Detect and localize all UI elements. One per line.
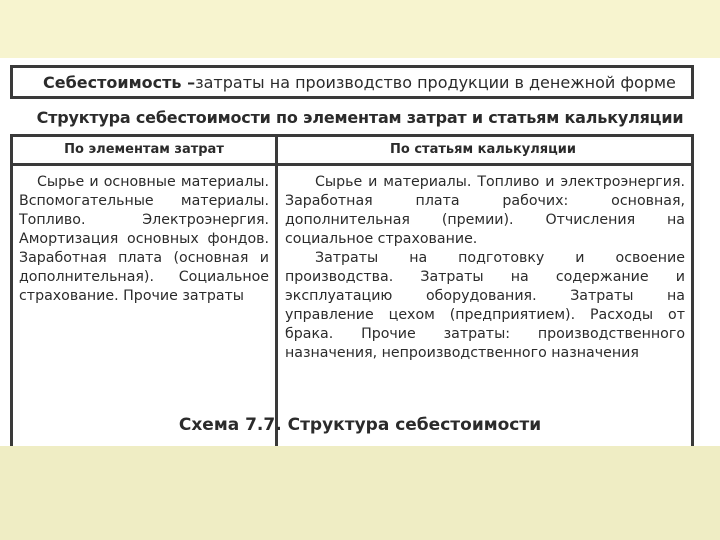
- header-by-cost-elements: По элементам затрат: [64, 142, 224, 157]
- scheme-caption: Схема 7.7. Структура себестоимости: [178, 415, 542, 435]
- definition-text: затраты на производство продукции в денежной форме: [195, 72, 676, 92]
- cell-cost-elements: Сырье и основные материалы. Вспомогательные материалы. Топливо. Электроэнергия. Амортизация основных фондов. Заработная плата (основная и дополнительная). Социальное страхование. Прочие затраты: [19, 174, 269, 304]
- cell-calculation-items: [285, 173, 685, 363]
- structure-title: Структура себестоимости по элементам затрат и статьям калькуляции: [36, 108, 684, 127]
- definition-box: [10, 65, 694, 99]
- top-band: [0, 0, 720, 58]
- cost-structure-table: [10, 134, 694, 454]
- header-by-calculation-items: По статьям калькуляции: [390, 142, 576, 157]
- calculation-paragraph: Затраты на подготовку и освоение производства. Затраты на содержание и эксплуатацию оборудования. Затраты на управление цехом (предприятием). Расходы от брака. Прочие затраты: производственного назначения, непроизводственного назначения: [285, 250, 685, 361]
- slide-content: [0, 58, 720, 446]
- header-divider: [13, 163, 691, 166]
- column-divider: [275, 137, 278, 451]
- calculation-paragraph: Сырье и материалы. Топливо и электроэнергия. Заработная плата рабочих: основная, дополнительная (премии). Отчисления на социальное страхование.: [285, 174, 685, 247]
- bottom-band: [0, 446, 720, 540]
- definition-term: Себестоимость –: [43, 72, 196, 92]
